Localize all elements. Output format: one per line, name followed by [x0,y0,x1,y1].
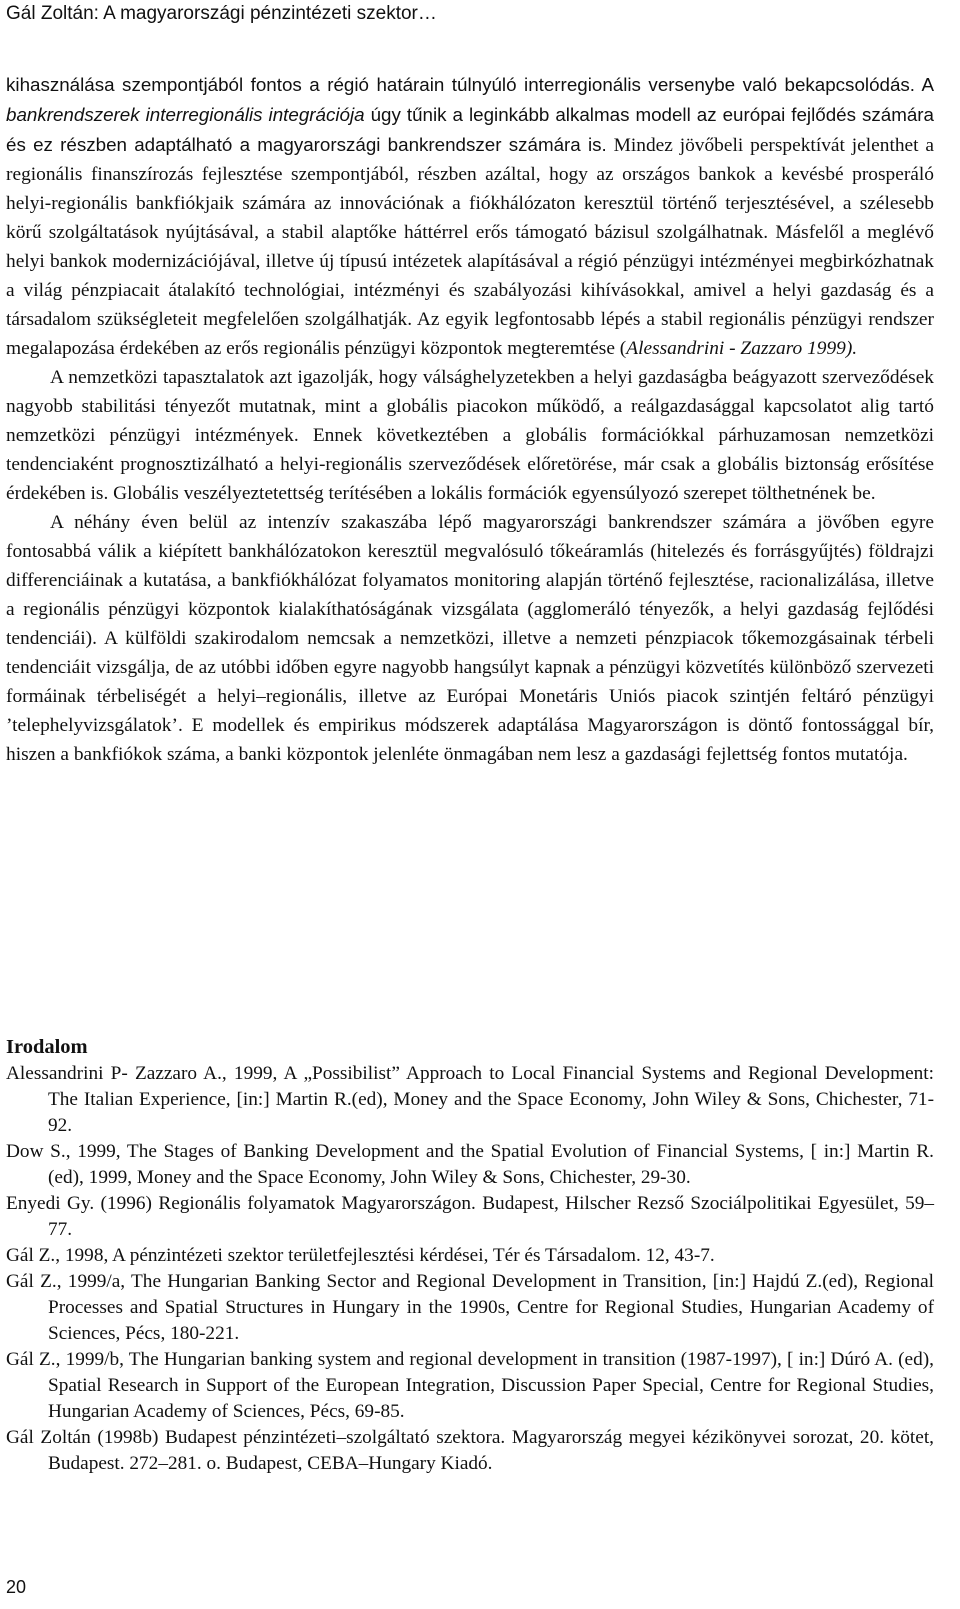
references-heading: Irodalom [6,1036,88,1058]
paragraph-1-text-a: kihasználása szempontjából fontos a régió határain túlnyúló interregionális versenybe való bekapcsolódás. A [6,74,934,95]
reference-item: Dow S., 1999, The Stages of Banking Development and the Spatial Evolution of Financial Systems, [ in:] Martin R.(ed), 1999, Money and the Space Economy, John Wiley & Sons, Chichester, 29-30. [6,1141,934,1188]
reference-item: Gál Zoltán (1998b) Budapest pénzintézeti–szolgáltató szektora. Magyarország megyei kézikönyvei sorozat, 20. kötet, Budapest. 272–281. o. Budapest, CEBA–Hungary Kiadó. [6,1427,934,1474]
paragraph-1-emphasis-a: bankrendszerek interregionális integrációja [6,104,365,125]
reference-item: Alessandrini P- Zazzaro A., 1999, A „Possibilist” Approach to Local Financial Systems and Regional Development: The Italian Experience, [in:] Martin R.(ed), Money and the Space Economy, John Wiley & Sons, Chichester, 71-92. [6,1063,934,1136]
reference-item: Gál Z., 1999/a, The Hungarian Banking Sector and Regional Development in Transition, [in:] Hajdú Z.(ed), Regional Processes and Spatial Structures in Hungary in the 1990s, Centre for Regional Studies, Hungarian Academy of Sciences, Pécs, 180-221. [6,1271,934,1344]
paragraph-3: A néhány éven belül az intenzív szakaszába lépő magyarországi bankrendszer számára a jövőben egyre fontosabbá válik a kiépített bankhálózatokon keresztül megvalósuló tőkeáramlás (hitelezés és forrásgyűjtés) földrajzi differenciáinak a kutatása, a bankfiókhálózat folyamatos monitoring alapján történő fejlesztése, racionalizálása, illetve a regionális pénzügyi központok kialakíthatóságának vizsgálata (agglomeráló tényezők, a helyi gazdaság fejlődési tendenciái). A külföldi szakirodalom nemcsak a nemzetközi, illetve a nemzeti pénzpiacok tőkemozgásainak térbeli tendenciáit vizsgálja, de az utóbbi időben egyre nagyobb hangsúlyt kapnak a pénzügyi közvetítés különböző szervezeti formáinak térbeliségét a helyi–regionális, illetve az Európai Monetáris Uniós piacok szintjén feltáró pénzügyi ’telephelyvizsgálatok’. E modellek és empirikus módszerek adaptálása Magyarországon is döntő fontossággal bír, hiszen a bankfiókok száma, a banki központok jelenléte önmagában nem lesz a gazdasági fejlettség fontos mutatója. [6,512,934,765]
paragraph-1-text-b: úgy tűnik a leginkább alkalmas modell az európai fejlődés számára és ez részben adaptálható a magyarországi bankrendszer számára is. [6,104,934,155]
running-head: Gál Zoltán: A magyarországi pénzintézeti szektor… [6,3,437,24]
reference-item: Gál Z., 1998, A pénzintézeti szektor területfejlesztési kérdései, Tér és Társadalom. 12, 43-7. [6,1245,715,1266]
paragraph-1-text-c: Mindez jövőbeli perspektívát jelenthet a regionális finanszírozás fejlesztése szempontjából, részben azáltal, hogy az országos bankok a kevésbé prosperáló helyi-regionális bankfiókjaik számára az innovációnak a fiókhálózaton keresztül történő terjesztésével, a szélesebb körű szolgáltatások nyújtásával, a stabil alaptőke háttérrel erős támogató bázisul szolgálhatnak. Másfelől a meglévő helyi bankok modernizációjával, illetve új típusú intézetek alapításával a régió pénzügyi intézményei megbirkózhatnak a világ pénzpiacait átalakító technológiai, intézményi és szabályozási kihívásokkal, amivel a helyi gazdaság és a társadalom szükségleteit megfelelően szolgálhatják. Az egyik legfontosabb lépés a stabil regionális pénzügyi rendszer megalapozása érdekében az erős regionális pénzügyi központok megteremtése ( [6,135,934,359]
body-text [6,70,934,769]
reference-item: Enyedi Gy. (1996) Regionális folyamatok Magyarországon. Budapest, Hilscher Rezső Szociálpolitikai Egyesület, 59–77. [6,1193,934,1240]
paragraph-1-citation: Alessandrini - Zazzaro 1999). [626,338,858,359]
references-list [6,1061,934,1477]
paragraph-1 [6,70,934,363]
reference-item: Gál Z., 1999/b, The Hungarian banking system and regional development in transition (1987-1997), [ in:] Dúró A. (ed), Spatial Research in Support of the European Integration, Discussion Paper Special, Centre for Regional Studies, Hungarian Academy of Sciences, Pécs, 69-85. [6,1349,934,1422]
page-number: 20 [6,1577,27,1597]
paragraph-2: A nemzetközi tapasztalatok azt igazolják, hogy válsághelyzetekben a helyi gazdaságba beágyazott szerveződések nagyobb stabilitási tényezőt mutatnak, mint a globális piacokon működő, a reálgazdasággal kapcsolatot alig tartó nemzetközi pénzügyi intézmények. Ennek következtében a globális formációkkal párhuzamosan nemzetközi tendenciaként prognosztizálható a helyi-regionális szerveződések előretörése, már csak a globális biztonság erősítése érdekében is. Globális veszélyeztetettség terítésében a lokális formációk egyensúlyozó szerepet tölthetnének be. [6,367,934,504]
